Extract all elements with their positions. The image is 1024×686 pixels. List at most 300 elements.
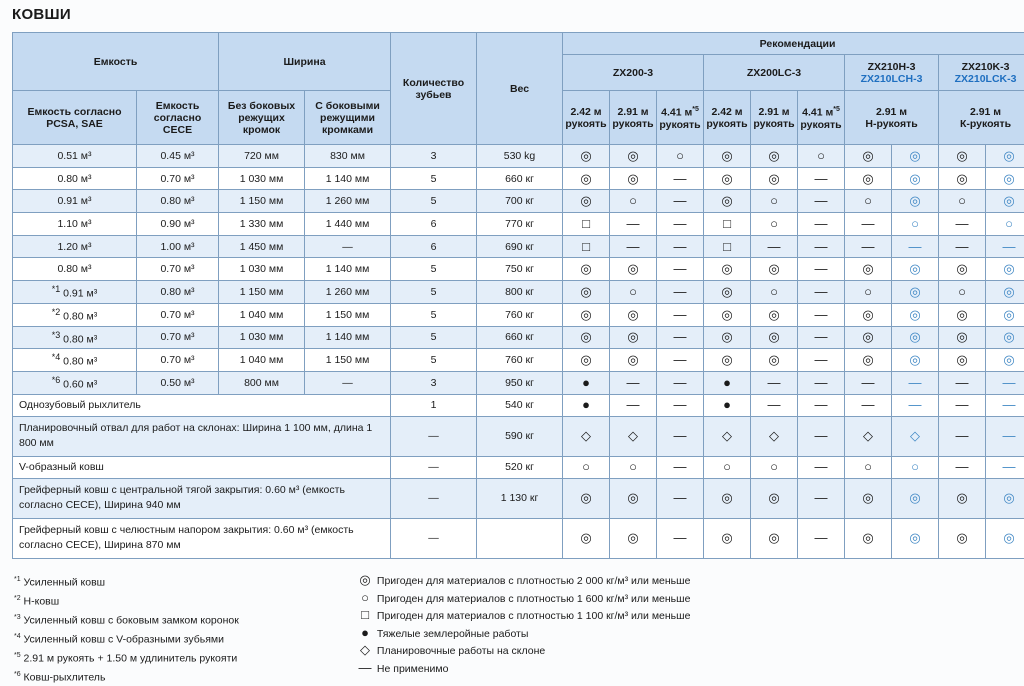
compat-cell	[939, 394, 986, 416]
compat-cell	[704, 371, 751, 394]
header-arm-6	[845, 91, 939, 145]
compat-cell	[798, 456, 845, 478]
header-capacity: Емкость	[13, 33, 219, 91]
weight-cell: 750 кг	[477, 258, 563, 281]
compat-cell	[986, 190, 1024, 213]
cap-pcsa-value: 0.80 м³	[57, 173, 91, 185]
compat-symbol: —	[674, 172, 687, 185]
cap-cece-cell: 0.80 м³	[137, 281, 219, 304]
compat-cell	[751, 235, 798, 258]
table-row-special	[13, 394, 1024, 416]
compat-cell	[939, 167, 986, 190]
compat-cell	[657, 349, 704, 372]
compat-cell	[657, 145, 704, 168]
compat-cell	[892, 167, 939, 190]
compat-symbol: ◎	[627, 353, 638, 366]
compat-cell	[892, 145, 939, 168]
special-label-cell: Грейферный ковш с центральной тягой закрытия: 0.60 м³ (емкость согласно CECE), Ширина 940 мм	[13, 478, 391, 518]
compat-cell	[798, 349, 845, 372]
compat-symbol: —	[909, 376, 922, 389]
compat-symbol: —	[674, 240, 687, 253]
table-row	[13, 349, 1024, 372]
compat-symbol: —	[815, 376, 828, 389]
compat-cell	[610, 213, 657, 236]
footnote-item	[14, 591, 239, 610]
compat-symbol: —	[627, 398, 640, 411]
compat-cell	[892, 326, 939, 349]
compat-symbol: —	[674, 217, 687, 230]
compat-cell	[892, 258, 939, 281]
compat-symbol: —	[674, 330, 687, 343]
compat-symbol: —	[862, 376, 875, 389]
compat-symbol: ◎	[956, 491, 967, 504]
cap-cece-cell: 0.70 м³	[137, 258, 219, 281]
compat-cell	[610, 145, 657, 168]
cap-pcsa-value: 1.10 м³	[57, 218, 91, 230]
compat-cell	[751, 167, 798, 190]
compat-cell	[892, 190, 939, 213]
compat-symbol: ●	[582, 376, 590, 389]
compat-cell	[892, 518, 939, 558]
compat-symbol: ○	[770, 217, 778, 230]
compat-symbol: —	[862, 240, 875, 253]
compat-cell	[657, 258, 704, 281]
header-width: Ширина	[219, 33, 391, 91]
compat-cell	[892, 394, 939, 416]
header-recommendations: Рекомендации	[563, 33, 1024, 55]
footnote-text: Усиленный ковш с боковым замком коронок	[24, 615, 239, 627]
compat-symbol: ◎	[627, 531, 638, 544]
compat-symbol: ◎	[627, 149, 638, 162]
compat-symbol: ◎	[768, 172, 779, 185]
compat-symbol: ◎	[909, 194, 920, 207]
teeth-cell: 5	[391, 326, 477, 349]
compat-symbol: ◎	[1003, 330, 1014, 343]
weight-cell: 1 130 кг	[477, 478, 563, 518]
compat-symbol: ◎	[721, 330, 732, 343]
teeth-cell: 5	[391, 167, 477, 190]
weight-cell: 760 кг	[477, 349, 563, 372]
compat-symbol: ◎	[580, 308, 591, 321]
compat-cell	[798, 235, 845, 258]
compat-cell	[798, 478, 845, 518]
legend-item	[356, 607, 690, 625]
footnote-text: Усиленный ковш с V-образными зубьями	[24, 634, 224, 646]
header-arm-5	[798, 91, 845, 145]
compat-cell	[610, 518, 657, 558]
compat-cell	[610, 416, 657, 456]
special-label-cell: Однозубовый рыхлитель	[13, 394, 391, 416]
compat-symbol: —	[674, 376, 687, 389]
cap-cece-cell: 0.45 м³	[137, 145, 219, 168]
width-no-cutters-cell: 1 150 мм	[219, 281, 305, 304]
compat-cell	[892, 349, 939, 372]
compat-symbol: —	[956, 429, 969, 442]
compat-cell	[845, 349, 892, 372]
compat-cell	[939, 456, 986, 478]
compat-symbol: ●	[582, 398, 590, 411]
compat-symbol: —	[627, 217, 640, 230]
compat-symbol: ○	[911, 217, 919, 230]
compat-symbol: —	[1003, 460, 1016, 473]
cap-cece-cell: 0.50 м³	[137, 371, 219, 394]
compat-cell	[986, 258, 1024, 281]
cap-pcsa-value: 1.20 м³	[57, 241, 91, 253]
compat-symbol: ◎	[721, 149, 732, 162]
compat-symbol: —	[956, 240, 969, 253]
legend-symbol: □	[356, 607, 374, 623]
header-arm-3	[704, 91, 751, 145]
cap-pcsa-cell	[13, 349, 137, 372]
compat-cell	[845, 281, 892, 304]
compat-symbol: □	[582, 240, 590, 253]
compat-symbol: —	[768, 376, 781, 389]
footnote-item	[14, 572, 239, 591]
compat-cell	[986, 281, 1024, 304]
compat-cell	[751, 190, 798, 213]
cap-cece-cell: 0.70 м³	[137, 303, 219, 326]
compat-cell	[657, 394, 704, 416]
compat-cell	[563, 281, 610, 304]
compat-cell	[704, 303, 751, 326]
width-no-cutters-cell: 1 330 мм	[219, 213, 305, 236]
compat-symbol: ◎	[768, 330, 779, 343]
width-no-cutters-cell: 1 030 мм	[219, 167, 305, 190]
compat-symbol: ◎	[956, 172, 967, 185]
compat-cell	[704, 258, 751, 281]
arm-length: 2.91 м	[876, 106, 907, 118]
compat-cell	[798, 326, 845, 349]
compat-cell	[657, 416, 704, 456]
compat-cell	[563, 478, 610, 518]
compat-symbol: ◎	[862, 172, 873, 185]
legend-symbol: —	[356, 660, 374, 676]
special-label-cell: Грейферный ковш с челюстным напором закрытия: 0.60 м³ (емкость согласно CECE), Ширина 870 мм	[13, 518, 391, 558]
teeth-cell: —	[391, 518, 477, 558]
compat-symbol: —	[674, 429, 687, 442]
compat-cell	[751, 145, 798, 168]
compat-cell	[892, 303, 939, 326]
cap-pcsa-cell	[13, 145, 137, 168]
compat-cell	[798, 416, 845, 456]
compat-symbol: —	[674, 285, 687, 298]
compat-cell	[704, 213, 751, 236]
compat-cell	[939, 303, 986, 326]
compat-symbol: ○	[582, 460, 590, 473]
footnote-text: Н-ковш	[24, 596, 60, 608]
header-arm-7	[939, 91, 1024, 145]
compat-symbol: ○	[629, 285, 637, 298]
header-width-with-cutters: С боковыми режущими кромками	[305, 91, 391, 145]
compat-cell	[657, 326, 704, 349]
compat-cell	[610, 394, 657, 416]
compat-symbol: ◎	[909, 172, 920, 185]
compat-symbol: ◇	[863, 429, 873, 442]
width-with-cutters-cell: 1 140 мм	[305, 167, 391, 190]
compat-symbol: —	[956, 398, 969, 411]
compat-cell	[892, 416, 939, 456]
compat-symbol: ○	[958, 285, 966, 298]
compat-symbol: ○	[770, 285, 778, 298]
compat-symbol: ◎	[721, 531, 732, 544]
cap-pcsa-value: 0.80 м³	[63, 356, 97, 368]
compat-symbol: ◎	[956, 262, 967, 275]
compat-symbol: □	[582, 217, 590, 230]
cap-cece-cell: 0.70 м³	[137, 349, 219, 372]
compat-symbol: ◎	[721, 353, 732, 366]
compat-symbol: ◎	[721, 308, 732, 321]
compat-symbol: ◎	[909, 491, 920, 504]
arm-length: 2.91 м	[617, 106, 648, 118]
weight-cell: 770 кг	[477, 213, 563, 236]
compat-symbol: —	[674, 460, 687, 473]
compat-cell	[986, 518, 1024, 558]
arm-name: рукоять	[800, 119, 841, 131]
footnote-item	[14, 629, 239, 648]
compat-cell	[657, 478, 704, 518]
footnote-mark: *4	[14, 633, 21, 640]
compat-symbol: ◇	[910, 429, 920, 442]
weight-cell: 520 кг	[477, 456, 563, 478]
compat-symbol: —	[674, 194, 687, 207]
compat-cell	[798, 394, 845, 416]
teeth-cell: 6	[391, 213, 477, 236]
table-row	[13, 213, 1024, 236]
compat-symbol: ◎	[627, 491, 638, 504]
cap-cece-cell: 0.90 м³	[137, 213, 219, 236]
compat-symbol: ◎	[721, 172, 732, 185]
legend-item	[356, 642, 690, 660]
header-model-zx200lc: ZX200LC-3	[704, 55, 845, 91]
compat-cell	[704, 326, 751, 349]
compat-cell	[563, 190, 610, 213]
compat-cell	[939, 518, 986, 558]
table-row	[13, 303, 1024, 326]
table-row	[13, 145, 1024, 168]
width-no-cutters-cell: 1 040 мм	[219, 349, 305, 372]
weight-cell: 690 кг	[477, 235, 563, 258]
footnote-text: Усиленный ковш	[24, 577, 106, 589]
compat-cell	[986, 478, 1024, 518]
compat-cell	[610, 167, 657, 190]
footnotes	[14, 572, 239, 686]
weight-cell: 530 kg	[477, 145, 563, 168]
legend-symbol: ◇	[356, 642, 374, 658]
symbol-legend	[356, 572, 690, 677]
compat-cell	[751, 416, 798, 456]
legend-item	[356, 590, 690, 608]
compat-cell	[704, 235, 751, 258]
compat-symbol: ◎	[862, 262, 873, 275]
compat-cell	[563, 456, 610, 478]
compat-cell	[892, 478, 939, 518]
compat-cell	[939, 235, 986, 258]
compat-symbol: —	[815, 172, 828, 185]
compat-cell	[986, 416, 1024, 456]
compat-symbol: —	[815, 531, 828, 544]
compat-cell	[563, 349, 610, 372]
width-with-cutters-cell: 1 140 мм	[305, 258, 391, 281]
table-row	[13, 258, 1024, 281]
model-zx210lck-label: ZX210LCK-3	[955, 73, 1017, 85]
compat-symbol: —	[768, 398, 781, 411]
compat-symbol: —	[768, 240, 781, 253]
compat-cell	[704, 349, 751, 372]
compat-cell	[939, 145, 986, 168]
weight-cell: 540 кг	[477, 394, 563, 416]
cap-cece-cell: 0.80 м³	[137, 190, 219, 213]
compat-cell	[986, 326, 1024, 349]
table-row	[13, 371, 1024, 394]
width-no-cutters-cell: 720 мм	[219, 145, 305, 168]
compat-symbol: ◎	[862, 353, 873, 366]
compat-symbol: ◎	[1003, 491, 1014, 504]
compat-cell	[751, 349, 798, 372]
compat-cell	[845, 145, 892, 168]
compat-symbol: ◎	[1003, 308, 1014, 321]
arm-name: рукоять	[659, 119, 700, 131]
compat-cell	[657, 281, 704, 304]
compat-cell	[986, 394, 1024, 416]
arm-length: 4.41 м	[802, 107, 833, 119]
compat-symbol: ○	[676, 149, 684, 162]
compat-cell	[657, 371, 704, 394]
cap-cece-cell: 1.00 м³	[137, 235, 219, 258]
compat-cell	[986, 303, 1024, 326]
header-model-zx210k	[939, 55, 1024, 91]
header-width-no-cutters: Без боковых режущих кромок	[219, 91, 305, 145]
header-model-zx200: ZX200-3	[563, 55, 704, 91]
special-label-cell: Планировочный отвал для работ на склонах: Ширина 1 100 мм, длина 1 800 мм	[13, 416, 391, 456]
compat-symbol: ○	[723, 460, 731, 473]
header-cap-cece: Емкость согласно CECE	[137, 91, 219, 145]
compat-cell	[563, 167, 610, 190]
legend-symbol: ◎	[356, 572, 374, 588]
footnote-item	[14, 667, 239, 686]
width-with-cutters-cell: 1 260 мм	[305, 190, 391, 213]
model-zx210lch-label: ZX210LCH-3	[861, 73, 923, 85]
compat-symbol: ◎	[862, 531, 873, 544]
footnote-mark: *6	[14, 671, 21, 678]
compat-cell	[845, 167, 892, 190]
teeth-cell: 5	[391, 281, 477, 304]
compat-cell	[986, 371, 1024, 394]
width-no-cutters-cell: 1 150 мм	[219, 190, 305, 213]
cap-pcsa-cell	[13, 281, 137, 304]
legend-text: Тяжелые землеройные работы	[377, 628, 528, 640]
compat-symbol: ◎	[956, 149, 967, 162]
arm-length: 2.91 м	[970, 106, 1001, 118]
weight-cell: 760 кг	[477, 303, 563, 326]
compat-symbol: ◎	[956, 330, 967, 343]
cap-pcsa-cell	[13, 371, 137, 394]
compat-cell	[845, 518, 892, 558]
compat-symbol: ◎	[768, 149, 779, 162]
compat-cell	[657, 456, 704, 478]
compat-cell	[798, 303, 845, 326]
compat-symbol: ○	[770, 194, 778, 207]
cap-cece-cell: 0.70 м³	[137, 326, 219, 349]
compat-symbol: ◎	[768, 531, 779, 544]
compat-symbol: ◎	[580, 194, 591, 207]
compat-cell	[704, 145, 751, 168]
cap-pcsa-cell	[13, 326, 137, 349]
table-row	[13, 167, 1024, 190]
compat-cell	[610, 478, 657, 518]
teeth-cell: 6	[391, 235, 477, 258]
teeth-cell: —	[391, 416, 477, 456]
compat-cell	[939, 213, 986, 236]
compat-symbol: —	[1003, 240, 1016, 253]
compat-cell	[657, 303, 704, 326]
compat-cell	[845, 235, 892, 258]
cap-pcsa-value: 0.60 м³	[63, 378, 97, 390]
compat-cell	[986, 145, 1024, 168]
cap-pcsa-value: 0.51 м³	[57, 150, 91, 162]
compat-symbol: —	[674, 262, 687, 275]
compat-cell	[610, 190, 657, 213]
compat-symbol: ○	[1005, 217, 1013, 230]
compat-cell	[798, 518, 845, 558]
page-title: КОВШИ	[12, 6, 71, 23]
compat-cell	[704, 281, 751, 304]
compat-cell	[751, 213, 798, 236]
compat-cell	[986, 213, 1024, 236]
compat-cell	[798, 167, 845, 190]
footnote-mark: *4	[52, 352, 61, 362]
compat-cell	[657, 190, 704, 213]
arm-footnote-mark: *5	[833, 106, 840, 113]
compat-cell	[563, 416, 610, 456]
compat-cell	[845, 394, 892, 416]
compat-cell	[563, 213, 610, 236]
legend-symbol: ●	[356, 625, 374, 641]
compat-symbol: ◎	[909, 531, 920, 544]
compat-symbol: ◎	[909, 330, 920, 343]
compat-symbol: ◎	[580, 330, 591, 343]
table-row-special	[13, 456, 1024, 478]
arm-length: 4.41 м	[661, 107, 692, 119]
compat-symbol: ◎	[909, 285, 920, 298]
weight-cell: 660 кг	[477, 326, 563, 349]
compat-symbol: ◎	[909, 149, 920, 162]
cap-pcsa-value: 0.91 м³	[57, 195, 91, 207]
compat-symbol: ◎	[627, 330, 638, 343]
compat-cell	[751, 258, 798, 281]
footnote-mark: *3	[52, 330, 61, 340]
footnote-mark: *6	[52, 375, 61, 385]
header-arm-2	[657, 91, 704, 145]
compat-symbol: ○	[770, 460, 778, 473]
arm-name: рукоять	[565, 118, 606, 130]
compat-cell	[751, 478, 798, 518]
weight-cell	[477, 518, 563, 558]
compat-cell	[751, 326, 798, 349]
cap-pcsa-value: 0.91 м³	[63, 288, 97, 300]
teeth-cell: 5	[391, 258, 477, 281]
compat-symbol: —	[674, 398, 687, 411]
weight-cell: 950 кг	[477, 371, 563, 394]
header-model-zx210h	[845, 55, 939, 91]
compat-cell	[939, 478, 986, 518]
legend-item	[356, 660, 690, 678]
legend-item	[356, 625, 690, 643]
arm-length: 2.42 м	[711, 106, 742, 118]
teeth-cell: 5	[391, 349, 477, 372]
width-no-cutters-cell: 1 450 мм	[219, 235, 305, 258]
compat-cell	[845, 371, 892, 394]
compat-symbol: ◎	[1003, 172, 1014, 185]
